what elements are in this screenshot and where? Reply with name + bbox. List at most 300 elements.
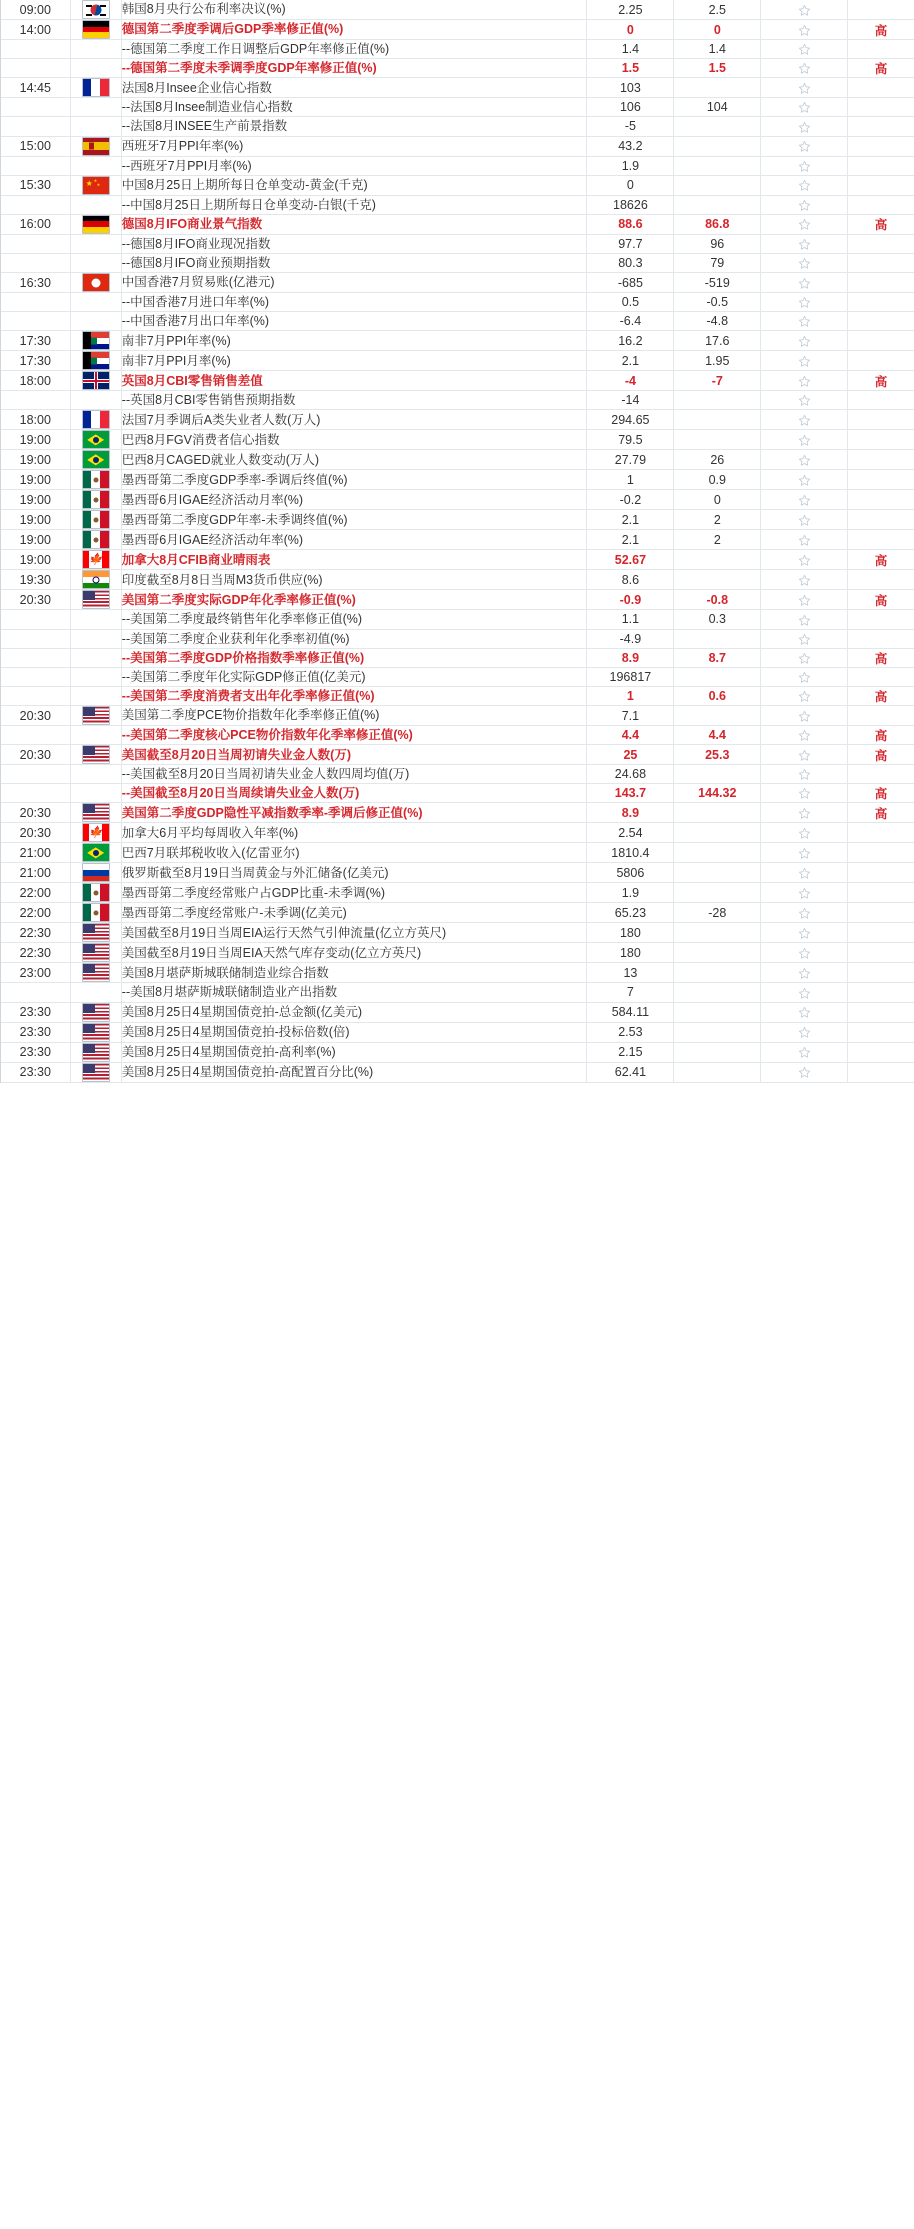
importance-badge — [848, 391, 914, 410]
forecast-value — [674, 195, 761, 214]
event-name[interactable]: 印度截至8月8日当周M3货币供应(%) — [121, 570, 587, 590]
table-row[interactable] — [1, 765, 914, 784]
country-flag-cell — [70, 175, 121, 195]
star-outline-icon[interactable] — [798, 887, 811, 900]
rating-stars[interactable] — [761, 175, 848, 195]
rating-stars[interactable] — [761, 234, 848, 253]
table-row[interactable] — [1, 450, 914, 470]
star-outline-icon[interactable] — [798, 907, 811, 920]
rating-stars[interactable] — [761, 510, 848, 530]
flag-france — [82, 410, 110, 429]
table-row[interactable] — [1, 371, 914, 391]
flag-france — [82, 78, 110, 97]
previous-value: 0.5 — [587, 293, 674, 312]
importance-badge — [848, 610, 914, 629]
rating-stars[interactable] — [761, 765, 848, 784]
event-name[interactable]: 美国8月25日4星期国债竞拍-总金额(亿美元) — [121, 1002, 587, 1022]
rating-stars[interactable] — [761, 706, 848, 726]
rating-stars[interactable] — [761, 430, 848, 450]
event-time — [1, 40, 70, 59]
flag-united-kingdom — [82, 371, 110, 390]
table-row[interactable] — [1, 331, 914, 351]
star-outline-icon[interactable] — [798, 554, 811, 567]
event-name[interactable]: 墨西哥6月IGAE经济活动年率(%) — [121, 530, 587, 550]
country-flag-cell — [70, 156, 121, 175]
importance-badge — [848, 253, 914, 272]
event-name[interactable]: 加拿大8月CFIB商业晴雨表 — [121, 550, 587, 570]
rating-stars[interactable] — [761, 983, 848, 1002]
table-row[interactable] — [1, 1002, 914, 1022]
event-name[interactable]: --美国8月堪萨斯城联储制造业产出指数 — [121, 983, 587, 1002]
event-name[interactable]: --美国第二季度GDP价格指数季率修正值(%) — [121, 648, 587, 667]
table-row[interactable] — [1, 745, 914, 765]
star-outline-icon[interactable] — [798, 179, 811, 192]
event-name[interactable]: --德国8月IFO商业现况指数 — [121, 234, 587, 253]
forecast-value — [674, 629, 761, 648]
forecast-value: 2 — [674, 530, 761, 550]
country-flag-cell — [70, 745, 121, 765]
event-name[interactable]: --法国8月INSEE生产前景指数 — [121, 117, 587, 136]
table-row[interactable] — [1, 550, 914, 570]
country-flag-cell — [70, 78, 121, 98]
table-row[interactable] — [1, 983, 914, 1002]
rating-stars[interactable] — [761, 59, 848, 78]
star-outline-icon[interactable] — [798, 4, 811, 17]
table-row[interactable] — [1, 136, 914, 156]
importance-badge — [848, 430, 914, 450]
star-outline-icon[interactable] — [798, 121, 811, 134]
table-row[interactable] — [1, 510, 914, 530]
table-row[interactable] — [1, 214, 914, 234]
event-name[interactable]: 韩国8月央行公布利率决议(%) — [121, 0, 587, 20]
rating-stars[interactable] — [761, 312, 848, 331]
country-flag-cell — [70, 490, 121, 510]
event-name[interactable]: 德国第二季度季调后GDP季率修正值(%) — [121, 20, 587, 40]
event-time: 16:00 — [1, 214, 70, 234]
star-outline-icon[interactable] — [798, 514, 811, 527]
table-row[interactable] — [1, 40, 914, 59]
flag-canada: 🍁 — [82, 823, 110, 842]
importance-badge — [848, 450, 914, 470]
star-outline-icon[interactable] — [798, 82, 811, 95]
table-row[interactable] — [1, 963, 914, 983]
star-outline-icon[interactable] — [798, 335, 811, 348]
table-row[interactable] — [1, 312, 914, 331]
event-name[interactable]: 俄罗斯截至8月19日当周黄金与外汇储备(亿美元) — [121, 863, 587, 883]
table-row[interactable] — [1, 253, 914, 272]
table-row[interactable] — [1, 667, 914, 686]
table-row[interactable] — [1, 570, 914, 590]
table-row[interactable] — [1, 20, 914, 40]
forecast-value: -0.8 — [674, 590, 761, 610]
event-time — [1, 253, 70, 272]
table-row[interactable] — [1, 234, 914, 253]
rating-stars[interactable] — [761, 371, 848, 391]
star-outline-icon[interactable] — [798, 296, 811, 309]
event-name[interactable]: 墨西哥6月IGAE经济活动月率(%) — [121, 490, 587, 510]
rating-stars[interactable] — [761, 293, 848, 312]
rating-stars[interactable] — [761, 590, 848, 610]
table-row[interactable] — [1, 78, 914, 98]
previous-value: 43.2 — [587, 136, 674, 156]
table-row[interactable] — [1, 410, 914, 430]
rating-stars[interactable] — [761, 550, 848, 570]
event-name[interactable]: --美国第二季度消费者支出年化季率修正值(%) — [121, 686, 587, 705]
rating-stars[interactable] — [761, 156, 848, 175]
event-time: 19:00 — [1, 530, 70, 550]
table-row[interactable] — [1, 490, 914, 510]
country-flag-cell — [70, 903, 121, 923]
table-row[interactable] — [1, 273, 914, 293]
table-row[interactable] — [1, 648, 914, 667]
rating-stars[interactable] — [761, 450, 848, 470]
star-outline-icon[interactable] — [798, 614, 811, 627]
event-time — [1, 98, 70, 117]
event-name[interactable]: 美国第二季度GDP隐性平减指数季率-季调后修正值(%) — [121, 803, 587, 823]
event-name[interactable]: --英国8月CBI零售销售预期指数 — [121, 391, 587, 410]
rating-stars[interactable] — [761, 784, 848, 803]
rating-stars[interactable] — [761, 410, 848, 430]
event-time: 14:45 — [1, 78, 70, 98]
event-name[interactable]: --中国8月25日上期所每日仓单变动-白银(千克) — [121, 195, 587, 214]
previous-value: 16.2 — [587, 331, 674, 351]
table-row[interactable] — [1, 59, 914, 78]
star-outline-icon[interactable] — [798, 315, 811, 328]
table-row[interactable] — [1, 610, 914, 629]
importance-badge — [848, 331, 914, 351]
table-row[interactable] — [1, 706, 914, 726]
previous-value: 8.9 — [587, 803, 674, 823]
previous-value: 13 — [587, 963, 674, 983]
star-outline-icon[interactable] — [798, 987, 811, 1000]
rating-stars[interactable] — [761, 803, 848, 823]
event-name[interactable]: --美国第二季度企业获利年化季率初值(%) — [121, 629, 587, 648]
country-flag-cell — [70, 963, 121, 983]
event-name[interactable]: --德国第二季度未季调季度GDP年率修正值(%) — [121, 59, 587, 78]
event-name[interactable]: --西班牙7月PPI月率(%) — [121, 156, 587, 175]
table-row[interactable] — [1, 195, 914, 214]
event-name[interactable]: 美国8月25日4星期国债竞拍-高配置百分比(%) — [121, 1062, 587, 1082]
star-outline-icon[interactable] — [798, 62, 811, 75]
star-outline-icon[interactable] — [798, 43, 811, 56]
rating-stars[interactable] — [761, 530, 848, 550]
event-name[interactable]: --美国第二季度最终销售年化季率修正值(%) — [121, 610, 587, 629]
table-row[interactable] — [1, 351, 914, 371]
rating-stars[interactable] — [761, 686, 848, 705]
event-name[interactable]: 美国8月25日4星期国债竞拍-高利率(%) — [121, 1042, 587, 1062]
event-name[interactable]: 墨西哥第二季度经常账户-未季调(亿美元) — [121, 903, 587, 923]
event-name[interactable]: --美国截至8月20日当周续请失业金人数(万) — [121, 784, 587, 803]
event-name[interactable]: 巴西8月CAGED就业人数变动(万人) — [121, 450, 587, 470]
star-outline-icon[interactable] — [798, 807, 811, 820]
event-name[interactable]: --德国8月IFO商业预期指数 — [121, 253, 587, 272]
rating-stars[interactable] — [761, 98, 848, 117]
star-outline-icon[interactable] — [798, 277, 811, 290]
country-flag-cell — [70, 98, 121, 117]
rating-stars[interactable] — [761, 214, 848, 234]
forecast-value: -4.8 — [674, 312, 761, 331]
previous-value: 180 — [587, 923, 674, 943]
flag-united-states — [82, 943, 110, 962]
rating-stars[interactable] — [761, 136, 848, 156]
star-outline-icon[interactable] — [798, 1046, 811, 1059]
event-time: 23:30 — [1, 1022, 70, 1042]
previous-value: 62.41 — [587, 1062, 674, 1082]
table-row[interactable] — [1, 629, 914, 648]
star-outline-icon[interactable] — [798, 434, 811, 447]
table-row[interactable] — [1, 1062, 914, 1082]
star-outline-icon[interactable] — [798, 574, 811, 587]
table-row[interactable] — [1, 117, 914, 136]
star-outline-icon[interactable] — [798, 24, 811, 37]
event-name[interactable]: --中国香港7月出口年率(%) — [121, 312, 587, 331]
event-name[interactable]: --美国第二季度年化实际GDP修正值(亿美元) — [121, 667, 587, 686]
country-flag-cell — [70, 590, 121, 610]
rating-stars[interactable] — [761, 903, 848, 923]
rating-stars[interactable] — [761, 923, 848, 943]
rating-stars[interactable] — [761, 745, 848, 765]
star-outline-icon[interactable] — [798, 160, 811, 173]
star-outline-icon[interactable] — [798, 768, 811, 781]
table-row[interactable] — [1, 430, 914, 450]
event-name[interactable]: 南非7月PPI月率(%) — [121, 351, 587, 371]
event-name[interactable]: 美国第二季度实际GDP年化季率修正值(%) — [121, 590, 587, 610]
importance-badge — [848, 40, 914, 59]
table-row[interactable] — [1, 156, 914, 175]
star-outline-icon[interactable] — [798, 827, 811, 840]
country-flag-cell — [70, 391, 121, 410]
table-row[interactable] — [1, 803, 914, 823]
rating-stars[interactable] — [761, 610, 848, 629]
rating-stars[interactable] — [761, 20, 848, 40]
rating-stars[interactable] — [761, 1022, 848, 1042]
star-outline-icon[interactable] — [798, 671, 811, 684]
table-row[interactable] — [1, 686, 914, 705]
previous-value: 294.65 — [587, 410, 674, 430]
country-flag-cell — [70, 20, 121, 40]
star-outline-icon[interactable] — [798, 652, 811, 665]
importance-badge — [848, 351, 914, 371]
table-row[interactable] — [1, 98, 914, 117]
star-outline-icon[interactable] — [798, 594, 811, 607]
table-row[interactable] — [1, 843, 914, 863]
country-flag-cell — [70, 803, 121, 823]
rating-stars[interactable] — [761, 883, 848, 903]
importance-badge — [848, 706, 914, 726]
event-name[interactable]: 中国香港7月贸易账(亿港元) — [121, 273, 587, 293]
table-row[interactable] — [1, 1022, 914, 1042]
forecast-value: 1.4 — [674, 40, 761, 59]
event-name[interactable]: 美国8月堪萨斯城联储制造业综合指数 — [121, 963, 587, 983]
star-outline-icon[interactable] — [798, 101, 811, 114]
event-name[interactable]: 中国8月25日上期所每日仓单变动-黄金(千克) — [121, 175, 587, 195]
event-name[interactable]: 巴西7月联邦税收收入(亿雷亚尔) — [121, 843, 587, 863]
event-name[interactable]: 墨西哥第二季度经常账户占GDP比重-未季调(%) — [121, 883, 587, 903]
table-row[interactable] — [1, 823, 914, 843]
rating-stars[interactable] — [761, 331, 848, 351]
event-name[interactable]: 西班牙7月PPI年率(%) — [121, 136, 587, 156]
forecast-value: 79 — [674, 253, 761, 272]
country-flag-cell — [70, 273, 121, 293]
rating-stars[interactable] — [761, 726, 848, 745]
event-name[interactable]: 美国截至8月19日当周EIA天然气库存变动(亿立方英尺) — [121, 943, 587, 963]
event-name[interactable]: 德国8月IFO商业景气指数 — [121, 214, 587, 234]
event-name[interactable]: 法国7月季调后A类失业者人数(万人) — [121, 410, 587, 430]
star-outline-icon[interactable] — [798, 140, 811, 153]
event-name[interactable]: 英国8月CBI零售销售差值 — [121, 371, 587, 391]
importance-badge: 高 — [848, 784, 914, 803]
table-row[interactable] — [1, 726, 914, 745]
rating-stars[interactable] — [761, 40, 848, 59]
previous-value: 52.67 — [587, 550, 674, 570]
event-name[interactable]: 美国第二季度PCE物价指数年化季率修正值(%) — [121, 706, 587, 726]
rating-stars[interactable] — [761, 863, 848, 883]
star-outline-icon[interactable] — [798, 947, 811, 960]
star-outline-icon[interactable] — [798, 238, 811, 251]
rating-stars[interactable] — [761, 0, 848, 20]
table-row[interactable] — [1, 784, 914, 803]
table-row[interactable] — [1, 470, 914, 490]
event-name[interactable]: --美国截至8月20日当周初请失业金人数四周均值(万) — [121, 765, 587, 784]
star-outline-icon[interactable] — [798, 474, 811, 487]
rating-stars[interactable] — [761, 843, 848, 863]
star-outline-icon[interactable] — [798, 414, 811, 427]
forecast-value: 2 — [674, 510, 761, 530]
table-row[interactable] — [1, 590, 914, 610]
rating-stars[interactable] — [761, 1062, 848, 1082]
rating-stars[interactable] — [761, 490, 848, 510]
star-outline-icon[interactable] — [798, 257, 811, 270]
rating-stars[interactable] — [761, 1042, 848, 1062]
rating-stars[interactable] — [761, 253, 848, 272]
rating-stars[interactable] — [761, 117, 848, 136]
rating-stars[interactable] — [761, 963, 848, 983]
table-row[interactable] — [1, 943, 914, 963]
star-outline-icon[interactable] — [798, 729, 811, 742]
star-outline-icon[interactable] — [798, 927, 811, 940]
event-name[interactable]: 南非7月PPI年率(%) — [121, 331, 587, 351]
importance-badge — [848, 410, 914, 430]
forecast-value: 86.8 — [674, 214, 761, 234]
star-outline-icon[interactable] — [798, 710, 811, 723]
event-name[interactable]: 加拿大6月平均每周收入年率(%) — [121, 823, 587, 843]
star-outline-icon[interactable] — [798, 967, 811, 980]
star-outline-icon[interactable] — [798, 1006, 811, 1019]
importance-badge — [848, 1062, 914, 1082]
flag-united-states — [82, 745, 110, 764]
event-time: 18:00 — [1, 410, 70, 430]
table-row[interactable] — [1, 1042, 914, 1062]
country-flag-cell — [70, 59, 121, 78]
table-row[interactable] — [1, 175, 914, 195]
event-time: 20:30 — [1, 745, 70, 765]
star-outline-icon[interactable] — [798, 1026, 811, 1039]
rating-stars[interactable] — [761, 470, 848, 490]
table-row[interactable] — [1, 530, 914, 550]
star-outline-icon[interactable] — [798, 394, 811, 407]
table-row[interactable] — [1, 863, 914, 883]
event-time — [1, 293, 70, 312]
star-outline-icon[interactable] — [798, 355, 811, 368]
country-flag-cell — [70, 351, 121, 371]
table-row[interactable] — [1, 0, 914, 20]
importance-badge: 高 — [848, 590, 914, 610]
event-name[interactable]: 美国截至8月20日当周初请失业金人数(万) — [121, 745, 587, 765]
previous-value: 2.53 — [587, 1022, 674, 1042]
event-time: 23:30 — [1, 1062, 70, 1082]
country-flag-cell — [70, 195, 121, 214]
importance-badge — [848, 883, 914, 903]
previous-value: 8.6 — [587, 570, 674, 590]
rating-stars[interactable] — [761, 943, 848, 963]
star-outline-icon[interactable] — [798, 375, 811, 388]
rating-stars[interactable] — [761, 195, 848, 214]
flag-mexico — [82, 883, 110, 902]
country-flag-cell — [70, 648, 121, 667]
event-name[interactable]: 墨西哥第二季度GDP年率-未季调终值(%) — [121, 510, 587, 530]
table-row[interactable] — [1, 903, 914, 923]
star-outline-icon[interactable] — [798, 847, 811, 860]
rating-stars[interactable] — [761, 823, 848, 843]
star-outline-icon[interactable] — [798, 749, 811, 762]
rating-stars[interactable] — [761, 570, 848, 590]
star-outline-icon[interactable] — [798, 534, 811, 547]
event-name[interactable]: --德国第二季度工作日调整后GDP年率修正值(%) — [121, 40, 587, 59]
event-name[interactable]: --中国香港7月进口年率(%) — [121, 293, 587, 312]
rating-stars[interactable] — [761, 78, 848, 98]
table-row[interactable] — [1, 883, 914, 903]
country-flag-cell — [70, 686, 121, 705]
rating-stars[interactable] — [761, 667, 848, 686]
table-row[interactable] — [1, 293, 914, 312]
rating-stars[interactable] — [761, 391, 848, 410]
forecast-value — [674, 863, 761, 883]
table-row[interactable] — [1, 391, 914, 410]
star-outline-icon[interactable] — [798, 199, 811, 212]
previous-value: 8.9 — [587, 648, 674, 667]
event-name[interactable]: 墨西哥第二季度GDP季率-季调后终值(%) — [121, 470, 587, 490]
forecast-value — [674, 1062, 761, 1082]
star-outline-icon[interactable] — [798, 218, 811, 231]
event-name[interactable]: 巴西8月FGV消费者信心指数 — [121, 430, 587, 450]
importance-badge: 高 — [848, 726, 914, 745]
event-name[interactable]: 法国8月Insee企业信心指数 — [121, 78, 587, 98]
star-outline-icon[interactable] — [798, 690, 811, 703]
rating-stars[interactable] — [761, 351, 848, 371]
star-outline-icon[interactable] — [798, 633, 811, 646]
country-flag-cell — [70, 765, 121, 784]
rating-stars[interactable] — [761, 629, 848, 648]
star-outline-icon[interactable] — [798, 787, 811, 800]
country-flag-cell — [70, 983, 121, 1002]
rating-stars[interactable] — [761, 648, 848, 667]
rating-stars[interactable] — [761, 273, 848, 293]
country-flag-cell — [70, 371, 121, 391]
event-name[interactable]: --美国第二季度核心PCE物价指数年化季率修正值(%) — [121, 726, 587, 745]
rating-stars[interactable] — [761, 1002, 848, 1022]
table-row[interactable] — [1, 923, 914, 943]
event-name[interactable]: 美国截至8月19日当周EIA运行天然气引伸流量(亿立方英尺) — [121, 923, 587, 943]
event-name[interactable]: 美国8月25日4星期国债竞拍-投标倍数(倍) — [121, 1022, 587, 1042]
star-outline-icon[interactable] — [798, 454, 811, 467]
previous-value: -6.4 — [587, 312, 674, 331]
flag-south-africa — [82, 351, 110, 370]
star-outline-icon[interactable] — [798, 494, 811, 507]
star-outline-icon[interactable] — [798, 867, 811, 880]
star-outline-icon[interactable] — [798, 1066, 811, 1079]
forecast-value: 0 — [674, 490, 761, 510]
event-name[interactable]: --法国8月Insee制造业信心指数 — [121, 98, 587, 117]
